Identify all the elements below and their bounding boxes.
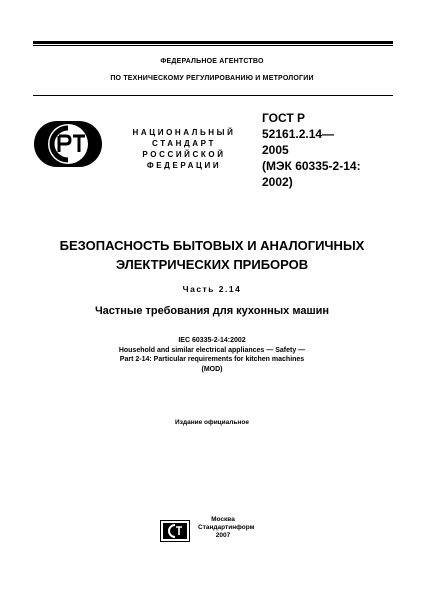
agency-line-1: ФЕДЕРАЛЬНОЕ АГЕНТСТВО <box>160 58 264 65</box>
document-subtitle: Частные требования для кухонных машин <box>94 305 330 317</box>
top-rule-thin <box>33 45 393 46</box>
standard-type-line-2: СТАНДАРТ <box>152 139 216 148</box>
gost-line-2: 52161.2.14— <box>262 127 335 141</box>
part-number: Часть 2.14 <box>182 284 242 294</box>
publisher-name: Стандартинформ <box>198 524 255 531</box>
gost-line-4: (МЭК 60335-2-14: <box>262 159 361 173</box>
gost-designation <box>262 110 402 190</box>
standard-type-line-1: НАЦИОНАЛЬНЫЙ <box>132 128 236 137</box>
agency-line-2: ПО ТЕХНИЧЕСКОМУ РЕГУЛИРОВАНИЮ И МЕТРОЛОГИИ <box>110 75 314 82</box>
standard-type-block <box>118 127 250 171</box>
iec-line-2: Household and similar electrical appliances — Safety — <box>118 346 306 354</box>
iec-line-4: (MOD) <box>201 365 223 373</box>
iec-line-3: Part 2-14: Particular requirements for kitchen machines <box>119 356 305 363</box>
publisher-year: 2007 <box>215 532 231 539</box>
title-line-1: БЕЗОПАСНОСТЬ БЫТОВЫХ И АНАЛОГИЧНЫХ <box>59 238 365 253</box>
publisher-logo <box>160 520 190 542</box>
top-rule-thick <box>33 41 393 44</box>
middle-rule <box>33 95 393 96</box>
title-line-2: ЭЛЕКТРИЧЕСКИХ ПРИБОРОВ <box>115 257 309 272</box>
standard-type-line-4: ФЕДЕРАЦИИ <box>146 161 222 170</box>
gost-r-certification-logo <box>33 120 103 168</box>
iec-reference <box>0 336 424 374</box>
edition-note: Издание официальное <box>175 419 249 426</box>
publisher-city: Москва <box>211 516 235 523</box>
publisher-info <box>198 516 255 540</box>
gost-line-3: 2005 <box>262 143 289 157</box>
iec-line-1: IEC 60335-2-14:2002 <box>178 337 246 344</box>
gost-line-5: 2002) <box>262 175 293 189</box>
standard-type-line-3: РОССИЙСКОЙ <box>142 150 226 159</box>
document-title <box>0 236 424 274</box>
gost-line-1: ГОСТ Р <box>262 111 306 125</box>
